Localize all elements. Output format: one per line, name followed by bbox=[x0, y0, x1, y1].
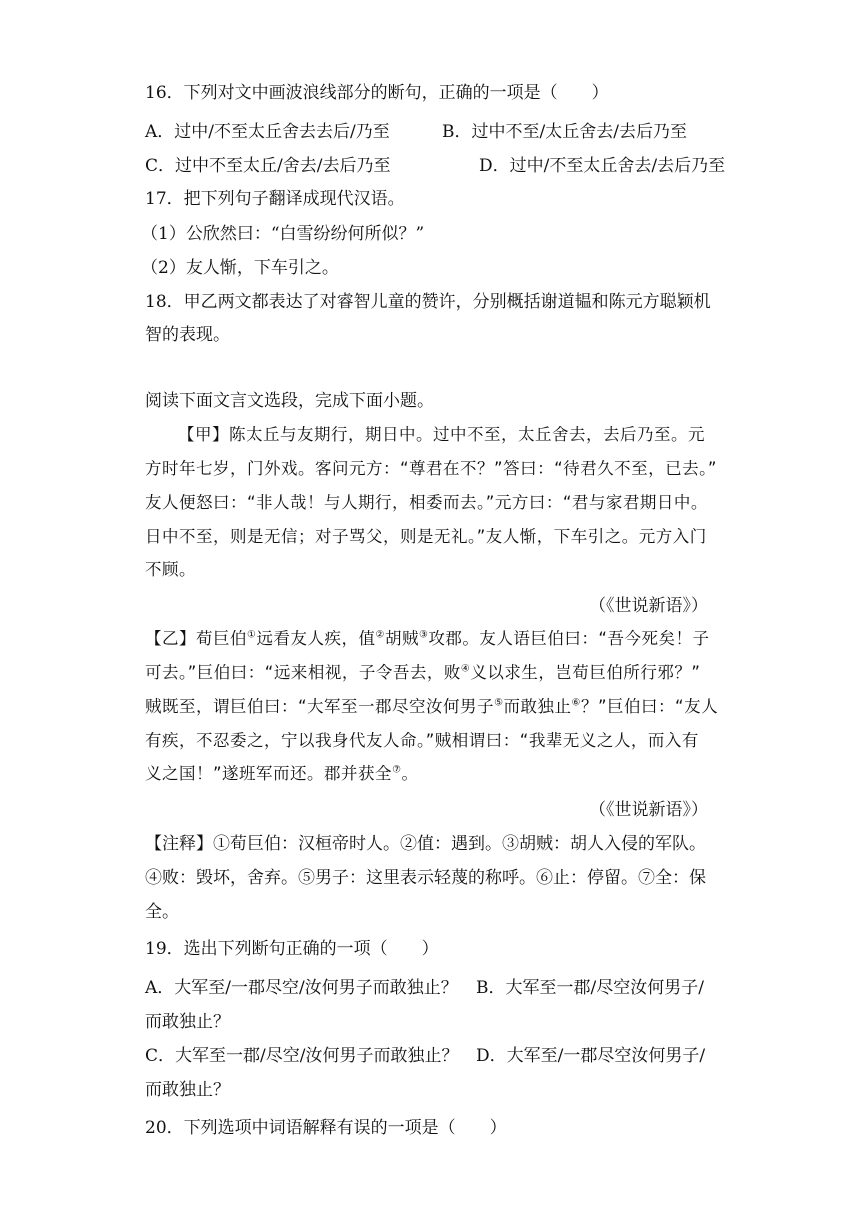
footnote-marker: ① bbox=[247, 629, 257, 641]
passage-jia-line-5: 不顾。 bbox=[145, 560, 196, 579]
footnote-marker: ④ bbox=[460, 663, 471, 675]
question-17-sentence-2: （2）友人惭，下车引之。 bbox=[141, 258, 339, 278]
footnote-marker: ② bbox=[375, 629, 385, 641]
passage-yi-line-5: 义之国！”遂班军而还。郡并获全⑦。 bbox=[145, 764, 419, 783]
option-16-a: A．过中/不至太丘舍去去后/乃至 bbox=[145, 122, 390, 142]
question-18-stem-line-1: 18．甲乙两文都表达了对睿智儿童的赞许，分别概括谢道韫和陈元方聪颖机 bbox=[145, 292, 711, 312]
option-19-a: A．大军至/一郡尽空/汝何男子而敢独止？ bbox=[145, 978, 458, 998]
notes-line-2: ④败：毁坏，舍弃。⑤男子：这里表示轻蔑的称呼。⑥止：停留。⑦全：保 bbox=[145, 868, 706, 888]
footnote-marker: ⑥ bbox=[571, 697, 581, 709]
option-16-c: C．过中不至太丘/舍去/去后乃至 bbox=[145, 156, 391, 176]
passage-jia-line-1: 【甲】陈太丘与友期行，期日中。过中不至，太丘舍去，去后乃至。元 bbox=[178, 425, 705, 444]
option-19-d-continued: 而敢独止？ bbox=[145, 1080, 230, 1100]
footnote-marker: ⑦ bbox=[392, 764, 402, 776]
footnote-marker: ③ bbox=[418, 629, 429, 641]
option-16-d: D．过中/不至太丘舍去/去后乃至 bbox=[479, 156, 726, 176]
passage-jia-line-4: 日中不至，则是无信；对子骂父，则是无礼。”友人惭，下车引之。元方入门 bbox=[145, 527, 707, 546]
question-16-stem: 16．下列对文中画波浪线部分的断句，正确的一项是（ ） bbox=[145, 83, 609, 103]
question-17-sentence-1: （1）公欣然曰：“白雪纷纷何所似？” bbox=[141, 224, 425, 244]
passage-yi-line-2: 可去。”巨伯曰：“远来相视，子令吾去，败④义以求生，岂荀巨伯所行邪？” bbox=[145, 663, 701, 682]
option-19-d: D．大军至/一郡尽空汝何男子/ bbox=[476, 1046, 706, 1066]
passage-yi-line-1: 【乙】荀巨伯①远看友人疾，值②胡贼③攻郡。友人语巨伯曰：“吾今死矣！子 bbox=[145, 629, 710, 648]
question-19-stem: 19．选出下列断句正确的一项（ ） bbox=[145, 939, 439, 959]
option-19-b: B．大军至一郡/尽空汝何男子/ bbox=[476, 978, 704, 998]
question-17-stem: 17．把下列句子翻译成现代汉语。 bbox=[145, 189, 405, 209]
notes-line-3: 全。 bbox=[145, 902, 179, 922]
passage-yi-line-4: 有疾，不忍委之，宁以我身代友人命。”贼相谓曰：“我辈无义之人，而入有 bbox=[145, 731, 699, 750]
option-19-b-continued: 而敢独止？ bbox=[145, 1012, 230, 1032]
question-18-stem-line-2: 智的表现。 bbox=[145, 325, 230, 345]
passage-jia-source: （《世说新语》） bbox=[589, 596, 708, 616]
option-16-b: B．过中不至/太丘舍去/去后乃至 bbox=[442, 122, 687, 142]
reading-intro: 阅读下面文言文选段，完成下面小题。 bbox=[145, 391, 434, 411]
notes-line-1: 【注释】①荀巨伯：汉桓帝时人。②值：遇到。③胡贼：胡人入侵的军队。 bbox=[145, 834, 706, 854]
passage-yi-line-3: 贼既至，谓巨伯曰：“大军至一郡尽空汝何男子⑤而敢独止⑥？”巨伯曰：“友人 bbox=[145, 697, 719, 716]
question-20-stem: 20．下列选项中词语解释有误的一项是（ ） bbox=[145, 1118, 507, 1138]
passage-yi-source: （《世说新语》） bbox=[589, 800, 708, 820]
option-19-c: C．大军至一郡/尽空/汝何男子而敢独止？ bbox=[145, 1046, 459, 1066]
passage-jia-line-2: 方时年七岁，门外戏。客问元方：“尊君在不？”答曰：“待君久不至，已去。” bbox=[145, 459, 717, 478]
passage-jia-line-3: 友人便怒曰：“非人哉！与人期行，相委而去。”元方曰：“君与家君期日中。 bbox=[145, 493, 708, 512]
footnote-marker: ⑤ bbox=[494, 697, 504, 709]
